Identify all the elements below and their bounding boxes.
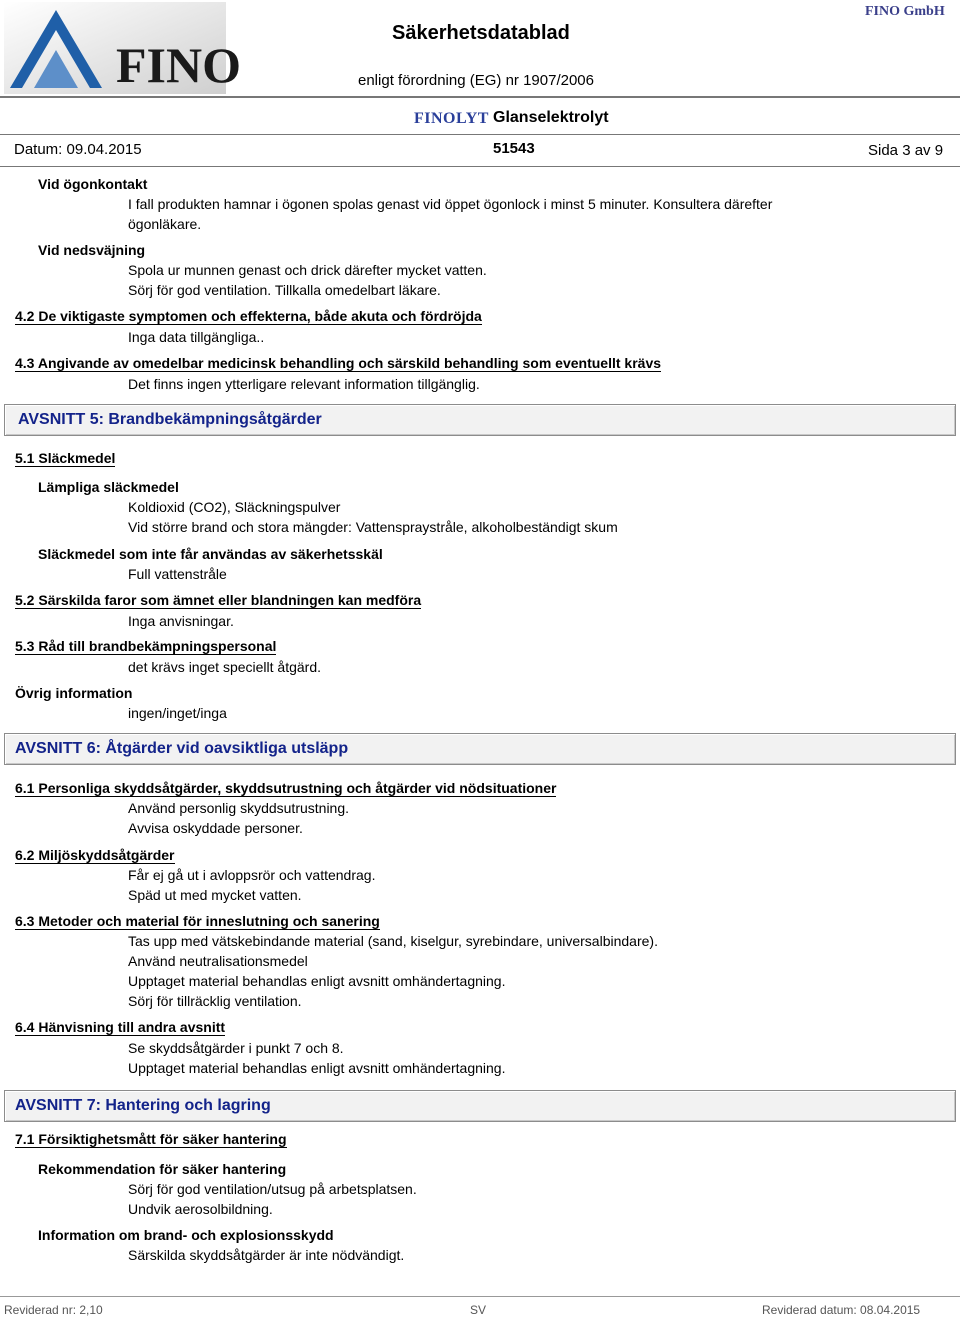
ingestion-text: Sörj för god ventilation. Tillkalla omedelbart läkare.	[128, 282, 441, 298]
subsection-heading-6-1: 6.1 Personliga skyddsåtgärder, skyddsutrustning och åtgärder vid nödsituationer	[15, 780, 557, 796]
fire-protection-text: Särskilda skyddsåtgärder är inte nödvändigt.	[128, 1247, 405, 1263]
company-logo	[4, 2, 241, 94]
subsection-text-6-2: Späd ut med mycket vatten.	[128, 887, 302, 903]
subsection-heading-7-1: 7.1 Försiktighetsmått för säker hantering	[15, 1131, 287, 1147]
section-6-title: AVSNITT 6: Åtgärder vid oavsiktliga utsläpp	[15, 740, 349, 757]
eye-contact-heading: Vid ögonkontakt	[38, 176, 148, 192]
fino-logo-graphic	[4, 2, 241, 94]
subsection-heading-4-3: 4.3 Angivande av omedelbar medicinsk behandling och särskild behandling som eventuellt krävs	[15, 355, 662, 371]
subsection-text-6-4: Upptaget material behandlas enligt avsnitt omhändertagning.	[128, 1060, 506, 1076]
company-name: FINO GmbH	[865, 4, 945, 19]
suitable-media-text: Koldioxid (CO2), Släckningspulver	[128, 499, 341, 515]
subsection-text-6-3: Använd neutralisationsmedel	[128, 953, 308, 969]
subsection-text-5-2: Inga anvisningar.	[128, 613, 234, 629]
safe-handling-heading: Rekommendation för säker hantering	[38, 1161, 287, 1177]
section-5-title: AVSNITT 5: Brandbekämpningsåtgärder	[18, 411, 322, 428]
document-date: Datum: 09.04.2015	[14, 141, 142, 158]
product-brand: FINOLYT	[414, 110, 489, 127]
section-6-header	[4, 733, 956, 765]
other-info-text: ingen/inget/inga	[128, 705, 227, 721]
regulation-reference: enligt förordning (EG) nr 1907/2006	[358, 72, 594, 89]
footer-language: SV	[470, 1303, 487, 1317]
subsection-text-6-3: Sörj för tillräcklig ventilation.	[128, 993, 302, 1009]
eye-contact-text: ögonläkare.	[128, 216, 202, 232]
subsection-text-4-3: Det finns ingen ytterligare relevant information tillgänglig.	[128, 376, 480, 392]
unsuitable-media-heading: Släckmedel som inte får användas av säkerhetsskäl	[38, 546, 383, 562]
header-bottom-divider	[0, 166, 960, 167]
eye-contact-text: I fall produkten hamnar i ögonen spolas genast vid öppet ögonlock i minst 5 minuter. Konsultera därefter	[128, 196, 773, 212]
header-divider	[0, 96, 960, 98]
subsection-heading-4-2: 4.2 De viktigaste symptomen och effekterna, både akuta och fördröjda	[15, 308, 482, 324]
subsection-text-6-1: Avvisa oskyddade personer.	[128, 820, 303, 836]
unsuitable-media-text: Full vattenstråle	[128, 566, 227, 582]
document-title: Säkerhetsdatablad	[392, 22, 570, 44]
subsection-heading-6-3: 6.3 Metoder och material för inneslutning och sanering	[15, 913, 380, 929]
subsection-heading-5-1: 5.1 Släckmedel	[15, 450, 116, 466]
other-info-heading: Övrig information	[15, 685, 133, 701]
logo-text: FINO	[116, 37, 241, 93]
subsection-heading-6-4: 6.4 Hänvisning till andra avsnitt	[15, 1019, 226, 1035]
ingestion-heading: Vid nedsväjning	[38, 242, 146, 258]
section-5-header	[4, 404, 956, 436]
fire-protection-heading: Information om brand- och explosionsskydd	[38, 1227, 334, 1243]
subsection-text-6-3: Upptaget material behandlas enligt avsnitt omhändertagning.	[128, 973, 506, 989]
section-7-header	[4, 1090, 956, 1122]
product-code: 51543	[493, 140, 535, 157]
footer-revision-date: Reviderad datum: 08.04.2015	[762, 1303, 921, 1317]
header-divider-lower	[0, 134, 960, 135]
footer-revision-number: Reviderad nr: 2,10	[4, 1303, 103, 1317]
subsection-heading-5-3: 5.3 Råd till brandbekämpningspersonal	[15, 638, 277, 654]
suitable-media-heading: Lämpliga släckmedel	[38, 479, 179, 495]
subsection-heading-6-2: 6.2 Miljöskyddsåtgärder	[15, 847, 175, 863]
subsection-heading-5-2: 5.2 Särskilda faror som ämnet eller blandningen kan medföra	[15, 592, 422, 608]
product-name: Glanselektrolyt	[493, 109, 609, 126]
section-7-title: AVSNITT 7: Hantering och lagring	[15, 1097, 271, 1114]
subsection-text-4-2: Inga data tillgängliga..	[128, 329, 265, 345]
ingestion-text: Spola ur munnen genast och drick därefter mycket vatten.	[128, 262, 487, 278]
subsection-text-6-3: Tas upp med vätskebindande material (sand, kiselgur, syrebindare, universalbindare).	[128, 933, 658, 949]
subsection-text-6-2: Får ej gå ut i avloppsrör och vattendrag.	[128, 867, 376, 883]
safe-handling-text: Undvik aerosolbildning.	[128, 1201, 273, 1217]
safe-handling-text: Sörj för god ventilation/utsug på arbetsplatsen.	[128, 1181, 417, 1197]
subsection-text-5-3: det krävs inget speciellt åtgärd.	[128, 659, 321, 675]
subsection-text-6-4: Se skyddsåtgärder i punkt 7 och 8.	[128, 1040, 344, 1056]
footer-divider	[0, 1296, 960, 1297]
page-number: Sida 3 av 9	[868, 142, 944, 159]
suitable-media-text: Vid större brand och stora mängder: Vattenspraystråle, alkoholbeständigt skum	[128, 519, 618, 535]
subsection-text-6-1: Använd personlig skyddsutrustning.	[128, 800, 350, 816]
